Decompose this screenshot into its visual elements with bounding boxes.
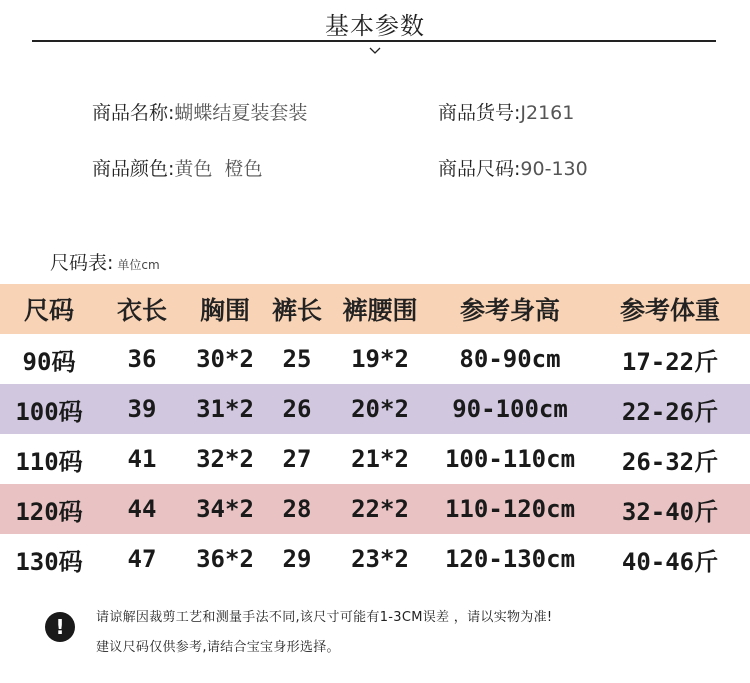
cell-height: 120-130cm <box>444 545 576 573</box>
cell-pants-length: 28 <box>264 484 330 534</box>
table-row <box>0 434 750 484</box>
cell-weight: 40-46斤 <box>621 547 719 576</box>
cell-size: 130码 <box>15 547 83 576</box>
cell-size: 90码 <box>22 347 76 376</box>
chevron-down-icon <box>369 46 381 56</box>
cell-chest: 36*2 <box>196 545 254 573</box>
header-waist: 裤腰围 <box>330 284 430 334</box>
warning-icon: ! <box>45 612 75 642</box>
size-table <box>0 284 750 584</box>
cell-size: 120码 <box>0 484 98 534</box>
cell-top-length: 41 <box>127 445 157 473</box>
cell-pants-length: 27 <box>282 445 312 473</box>
note-line-1: 请谅解因裁剪工艺和测量手法不同,该尺寸可能有1-3CM误差 ，请以实物为准! <box>96 610 553 625</box>
product-name-row <box>92 98 307 125</box>
table-row <box>0 484 750 534</box>
cell-weight: 26-32斤 <box>621 447 719 476</box>
cell-waist: 21*2 <box>351 445 409 473</box>
product-size-label: 商品尺码: <box>438 158 521 180</box>
table-row <box>0 534 750 584</box>
cell-waist: 22*2 <box>330 484 430 534</box>
product-color-label: 商品颜色: <box>92 158 175 180</box>
product-sku-value: J2161 <box>520 102 575 124</box>
table-row <box>0 384 750 434</box>
header-size: 尺码 <box>0 284 98 334</box>
cell-chest: 32*2 <box>196 445 254 473</box>
cell-height: 80-90cm <box>459 345 561 373</box>
title-divider <box>32 40 716 42</box>
product-sku-label: 商品货号: <box>438 102 521 124</box>
header-top-length: 衣长 <box>98 284 186 334</box>
size-table-title: 尺码表: <box>50 252 114 274</box>
header-chest: 胸围 <box>186 284 264 334</box>
note-line-2: 建议尺码仅供参考,请结合宝宝身形选择。 <box>96 640 340 655</box>
product-size-value: 90-130 <box>520 158 588 180</box>
cell-pants-length: 25 <box>282 345 312 373</box>
cell-weight: 32-40斤 <box>590 484 750 534</box>
cell-waist: 23*2 <box>351 545 409 573</box>
cell-weight: 22-26斤 <box>590 384 750 434</box>
product-color-row <box>92 154 263 181</box>
cell-pants-length: 26 <box>264 384 330 434</box>
cell-size: 100码 <box>0 384 98 434</box>
cell-chest: 34*2 <box>186 484 264 534</box>
size-table-unit: 单位cm <box>117 258 160 272</box>
size-table-header-row <box>0 284 750 334</box>
cell-height: 90-100cm <box>430 384 590 434</box>
product-name-label: 商品名称: <box>92 102 175 124</box>
cell-top-length: 36 <box>127 345 157 373</box>
cell-top-length: 44 <box>98 484 186 534</box>
cell-pants-length: 29 <box>282 545 312 573</box>
cell-size: 110码 <box>15 447 83 476</box>
cell-top-length: 39 <box>98 384 186 434</box>
header-height: 参考身高 <box>430 284 590 334</box>
header-pants-length: 裤长 <box>264 284 330 334</box>
cell-waist: 19*2 <box>351 345 409 373</box>
cell-top-length: 47 <box>127 545 157 573</box>
product-size-row <box>438 154 588 181</box>
size-table-caption <box>50 248 160 275</box>
cell-height: 100-110cm <box>444 445 576 473</box>
cell-waist: 20*2 <box>330 384 430 434</box>
product-color-value: 黄色 橙色 <box>174 158 263 180</box>
product-name-value: 蝴蝶结夏装套装 <box>174 102 308 124</box>
cell-chest: 30*2 <box>196 345 254 373</box>
cell-chest: 31*2 <box>186 384 264 434</box>
cell-weight: 17-22斤 <box>621 347 719 376</box>
product-sku-row <box>438 98 574 125</box>
cell-height: 110-120cm <box>430 484 590 534</box>
table-row <box>0 334 750 384</box>
page-title: 基本参数 <box>325 12 425 40</box>
header-weight: 参考体重 <box>590 284 750 334</box>
